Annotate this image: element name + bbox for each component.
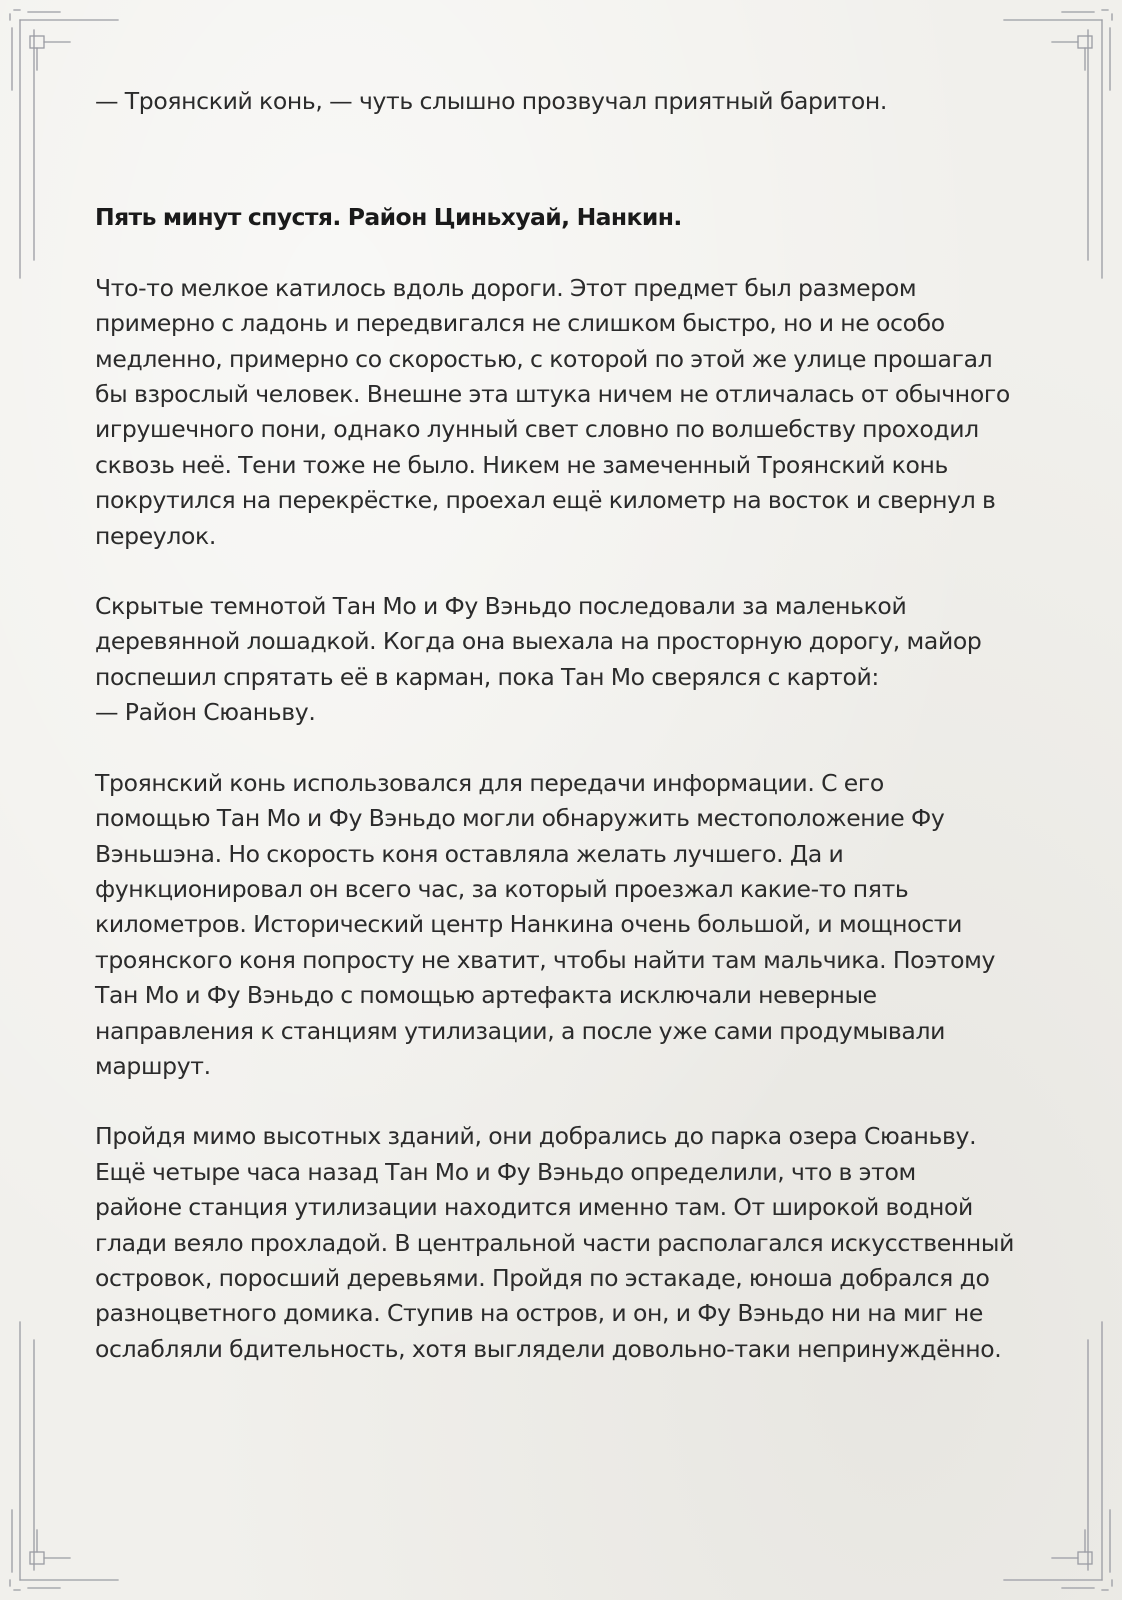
spacer — [95, 236, 1035, 271]
document-body — [95, 84, 1035, 1367]
paragraph-3: Троянский конь использовался для передачи информации. С его помощью Тан Мо и Фу Вэньдо могли обнаружить местоположение Фу Вэньшэна. Но скорость коня оставляла желать лучшего. Да и функционировал он всего час, за который проезжал какие-то пять километров. Исторический центр Нанкина очень большой, и мощности троянского коня попросту не хватит, чтобы найти там мальчика. Поэтому Тан Мо и Фу Вэньдо с помощью артефакта исключали неверные направления к станциям утилизации, а после уже сами продумывали маршрут. — [95, 768, 996, 1080]
paragraph-1: Что-то мелкое катилось вдоль дороги. Этот предмет был размером примерно с ладонь и передвигался не слишком быстро, но и не особо медленно, примерно со скоростью, с которой по этой же улице прошагал бы взрослый человек. Внешне эта штука ничем не отличалась от обычного игрушечного пони, однако лунный свет словно по волшебству проходил сквозь неё. Тени тоже не было. Никем не замеченный Троянский конь покрутился на перекрёстке, проехал ещё километр на восток и свернул в переулок. — [95, 273, 1010, 550]
spacer — [95, 731, 1035, 766]
spacer — [95, 554, 1035, 589]
spacer — [95, 119, 1035, 200]
paragraph-4: Пройдя мимо высотных зданий, они добрались до парка озера Сюаньву. Ещё четыре часа назад Тан Мо и Фу Вэньдо определили, что в этом районе станция утилизации находится именно там. От широкой водной глади веяло прохладой. В центральной части располагался искусственный островок, поросший деревьями. Пройдя по эстакаде, юноша добрался до разноцветного домика. Ступив на остров, и он, и Фу Вэньдо ни на миг не ослабляли бдительность, хотя выглядели довольно-таки непринуждённо. — [95, 1122, 1015, 1363]
scene-heading: Пять минут спустя. Район Циньхуай, Нанкин. — [95, 203, 682, 232]
opening-line: — Троянский конь, — чуть слышно прозвучал приятный баритон. — [95, 87, 888, 115]
paragraph-2: Скрытые темнотой Тан Мо и Фу Вэньдо последовали за маленькой деревянной лошадкой. Когда она выехала на просторную дорогу, майор поспешил спрятать её в карман, пока Тан Мо сверялся с картой: — Район Сюаньву. — [95, 592, 982, 727]
spacer — [95, 1084, 1035, 1119]
